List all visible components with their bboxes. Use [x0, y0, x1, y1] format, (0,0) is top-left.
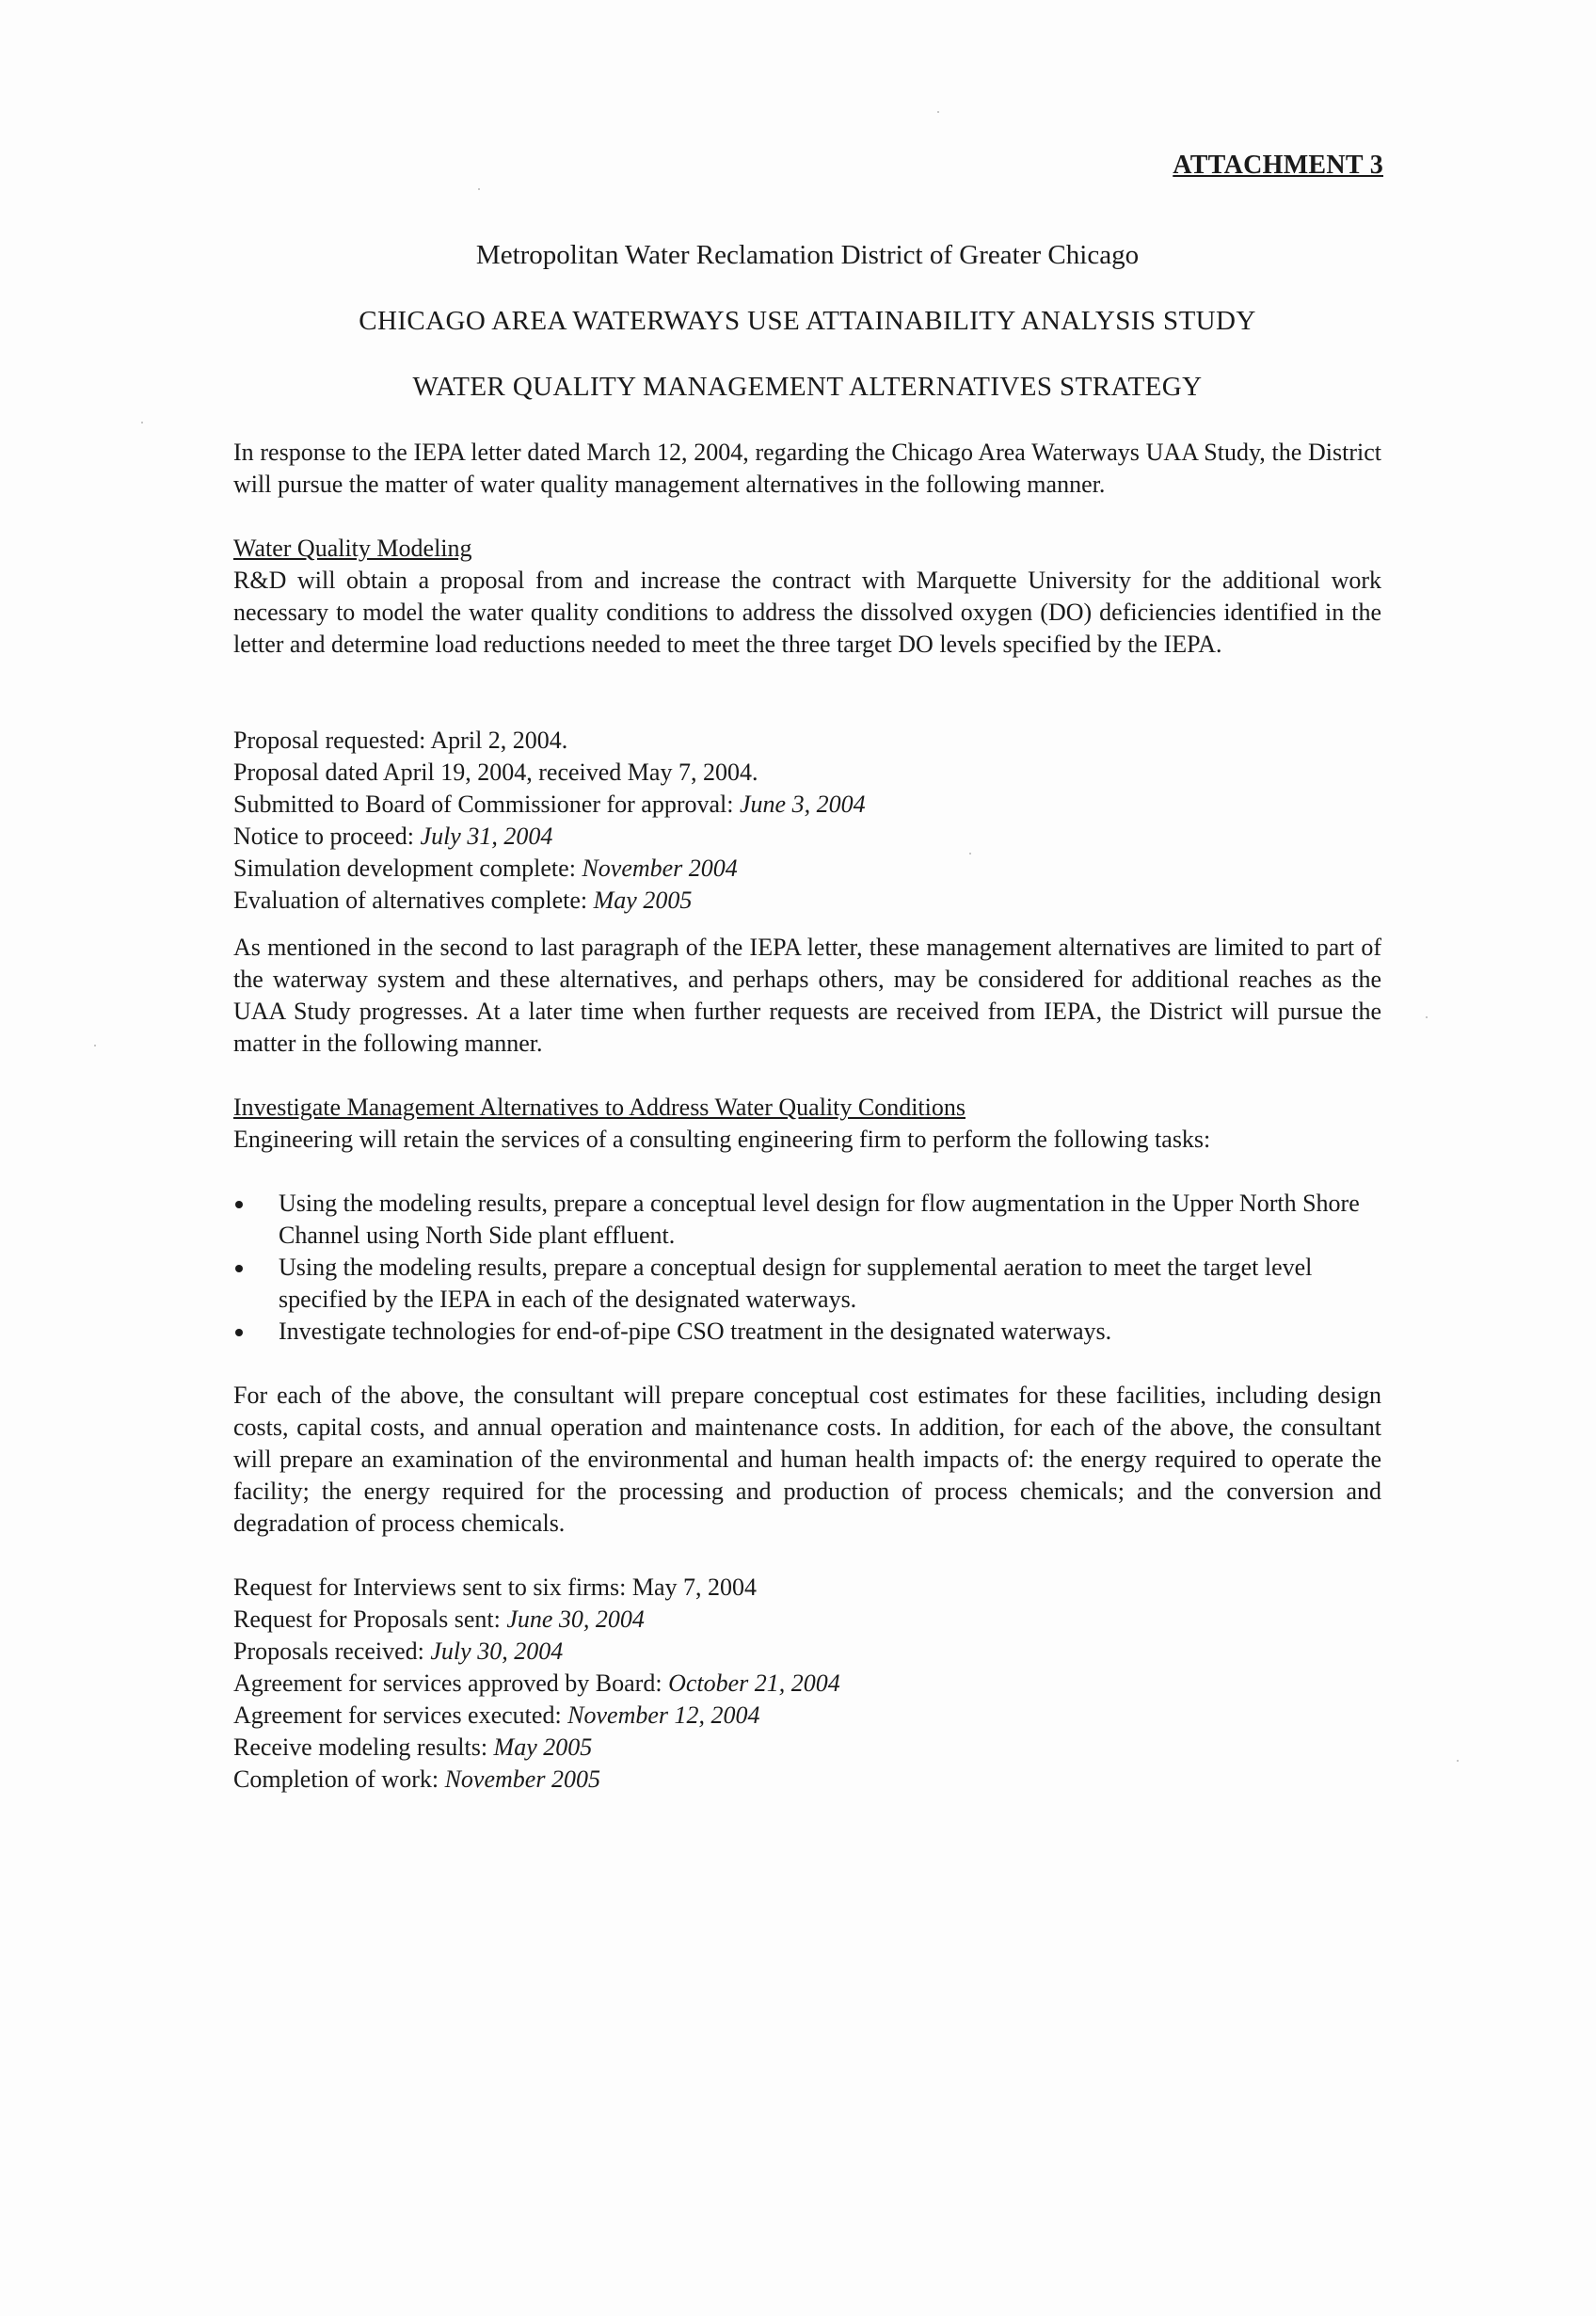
- timeline-item: Proposal requested: April 2, 2004.: [233, 727, 568, 754]
- organization-title: Metropolitan Water Reclamation District of Greater Chicago: [475, 240, 1140, 270]
- attachment-label: ATTACHMENT 3: [1173, 151, 1383, 180]
- water-quality-modeling-text: R&D will obtain a proposal from and increase the contract with Marquette University for the additional work necessary to model the water quality conditions to address the dissolved oxygen (DO) deficiencies identified in the letter and determine load reductions needed to meet the three target DO levels specified by the IEPA.: [233, 567, 1381, 658]
- list-item: Using the modeling results, prepare a conceptual design for supplemental aeration to meet the target level specified by the IEPA in each of the designated waterways.: [233, 1252, 1381, 1316]
- scan-speck: [1426, 1016, 1428, 1018]
- investigate-alternatives-text: Engineering will retain the services of a consulting engineering firm to perform the following tasks:: [233, 1126, 1211, 1153]
- timeline-item: Simulation development complete: November 2004: [233, 855, 738, 882]
- intro-paragraph: In response to the IEPA letter dated March 12, 2004, regarding the Chicago Area Waterways UAA Study, the District will pursue the matter of water quality management alternatives in the following manner.: [233, 439, 1381, 498]
- investigate-alternatives-section: [233, 1092, 1381, 1156]
- timeline-item: Completion of work: November 2005: [233, 1765, 600, 1793]
- list-item: Investigate technologies for end-of-pipe CSO treatment in the designated waterways.: [233, 1316, 1381, 1348]
- timeline-item: Request for Interviews sent to six firms: May 7, 2004: [233, 1573, 758, 1601]
- scan-speck: [141, 422, 143, 423]
- strategy-title: WATER QUALITY MANAGEMENT ALTERNATIVES STRATEGY: [412, 372, 1203, 402]
- scan-speck: [478, 188, 480, 190]
- water-quality-modeling-section: [233, 533, 1381, 661]
- further-requests-paragraph: As mentioned in the second to last paragraph of the IEPA letter, these management alternatives are limited to part of the waterway system and these alternatives, and perhaps others, may be considered for additional reaches as the UAA Study progresses. At a later time when further requests are received from IEPA, the District will pursue the matter in the following manner.: [233, 934, 1381, 1057]
- timeline-item: Submitted to Board of Commissioner for approval: June 3, 2004: [233, 791, 866, 818]
- timeline-item: Evaluation of alternatives complete: May 2005: [233, 886, 693, 914]
- study-title: CHICAGO AREA WATERWAYS USE ATTAINABILITY ANALYSIS STUDY: [359, 306, 1256, 336]
- list-item: Using the modeling results, prepare a conceptual level design for flow augmentation in the Upper North Shore Channel using North Side plant effluent.: [233, 1188, 1381, 1252]
- bullet-icon: [235, 1329, 243, 1336]
- water-quality-modeling-heading: Water Quality Modeling: [233, 535, 472, 562]
- timeline-item: Proposal dated April 19, 2004, received May 7, 2004.: [233, 759, 758, 786]
- bullet-icon: [235, 1201, 243, 1208]
- timeline-item: Request for Proposals sent: June 30, 2004: [233, 1605, 645, 1633]
- timeline-item: Agreement for services executed: November 12, 2004: [233, 1701, 760, 1729]
- timeline-item: Receive modeling results: May 2005: [233, 1733, 593, 1761]
- bullet-icon: [235, 1265, 243, 1272]
- timeline-item: Proposals received: July 30, 2004: [233, 1637, 564, 1665]
- timeline-item: Agreement for services approved by Board: October 21, 2004: [233, 1669, 840, 1697]
- modeling-timeline: [233, 725, 1381, 917]
- scan-speck: [1457, 1760, 1459, 1762]
- scan-speck: [94, 1045, 96, 1046]
- scan-speck: [937, 111, 939, 113]
- timeline-item: Notice to proceed: July 31, 2004: [233, 823, 553, 850]
- scan-speck: [969, 853, 971, 855]
- engineering-timeline: [233, 1572, 1381, 1796]
- investigate-alternatives-heading: Investigate Management Alternatives to Address Water Quality Conditions: [233, 1094, 966, 1121]
- cost-estimates-paragraph: For each of the above, the consultant will prepare conceptual cost estimates for these facilities, including design costs, capital costs, and annual operation and maintenance costs. In addition, for each of the above, the consultant will prepare an examination of the environmental and human health impacts of: the energy required to operate the facility; the energy required for the processing and production of process chemicals; and the conversion and degradation of process chemicals.: [233, 1382, 1381, 1537]
- tasks-list: [233, 1188, 1381, 1348]
